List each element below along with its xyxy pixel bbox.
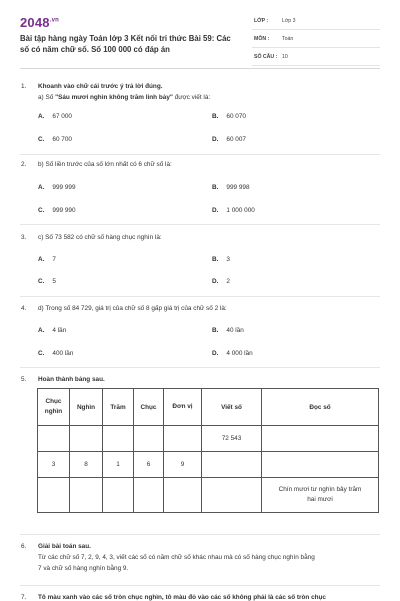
header-divider xyxy=(20,68,380,69)
table-header-cell: Viết số xyxy=(202,389,262,426)
table-cell[interactable] xyxy=(262,452,379,478)
meta-row-subject xyxy=(252,33,380,48)
question-number: 1. xyxy=(21,83,27,90)
table-row xyxy=(38,452,379,478)
table-header-cell: Đơn vị xyxy=(164,389,202,426)
table-cell[interactable] xyxy=(103,478,134,513)
table-cell[interactable] xyxy=(262,426,379,452)
table-cell[interactable] xyxy=(202,478,262,513)
place-value-table xyxy=(37,388,379,513)
meta-value: Toán xyxy=(282,36,294,42)
option-b[interactable]: B. 3 xyxy=(212,256,230,263)
table-cell[interactable] xyxy=(134,426,164,452)
question-number: 2. xyxy=(21,161,27,168)
meta-row-question-count xyxy=(252,51,380,66)
question-instruction: Giải bài toán sau. xyxy=(38,543,91,550)
table-cell[interactable] xyxy=(70,426,103,452)
option-c[interactable]: C. 400 lần xyxy=(38,350,74,357)
table-cell: 3 xyxy=(38,452,70,478)
question-text: d) Trong số 84 729, giá trị của chữ số 8 gấp giá trị của chữ số 2 là: xyxy=(38,305,227,312)
option-d[interactable]: D. 60 007 xyxy=(212,136,246,143)
meta-label: SỐ CÂU : xyxy=(254,54,278,60)
question-divider xyxy=(20,296,380,297)
option-d[interactable]: D. 1 000 000 xyxy=(212,207,255,214)
question-divider xyxy=(20,585,380,586)
question-divider xyxy=(20,534,380,535)
meta-row-grade xyxy=(252,15,380,30)
question-number: 4. xyxy=(21,305,27,312)
question-instruction: Hoàn thành bảng sau. xyxy=(38,376,105,383)
table-header-cell: Trăm xyxy=(103,389,134,426)
question-text: 7 và chữ số hàng nghìn bằng 9. xyxy=(38,565,129,572)
question-divider xyxy=(20,367,380,368)
table-header-cell: Chục xyxy=(134,389,164,426)
question-number: 7. xyxy=(21,594,27,601)
table-cell[interactable] xyxy=(134,478,164,513)
table-cell: 1 xyxy=(103,452,134,478)
option-b[interactable]: B. 999 998 xyxy=(212,184,250,191)
meta-info xyxy=(252,15,380,69)
question-number: 5. xyxy=(21,376,27,383)
table-cell: 6 xyxy=(134,452,164,478)
option-d[interactable]: D. 2 xyxy=(212,278,230,285)
meta-label: MÔN : xyxy=(254,36,270,42)
table-header-cell: Chục nghìn xyxy=(38,389,70,426)
option-b[interactable]: B. 40 lần xyxy=(212,327,244,334)
meta-value: Lớp 3 xyxy=(282,18,296,24)
table-cell[interactable] xyxy=(38,426,70,452)
table-cell[interactable] xyxy=(202,452,262,478)
question-divider xyxy=(20,154,380,155)
question-text: b) Số liền trước của số lớn nhất có 6 chữ số là: xyxy=(38,161,172,168)
table-row xyxy=(38,426,379,452)
question-text: Từ các chữ số 7, 2, 9, 4, 3, viết các số có năm chữ số khác nhau mà có số hàng chục nghìn bằng xyxy=(38,554,315,561)
question-number: 6. xyxy=(21,543,27,550)
meta-label: LỚP : xyxy=(254,18,269,24)
option-a[interactable]: A. 999 999 xyxy=(38,184,76,191)
option-c[interactable]: C. 60 700 xyxy=(38,136,72,143)
table-header-cell: Nghìn xyxy=(70,389,103,426)
table-cell[interactable] xyxy=(103,426,134,452)
question-text: Tô màu xanh vào các số tròn chục nghìn, tô màu đỏ vào các số không phải là các số tròn chục xyxy=(38,594,326,601)
question-number: 3. xyxy=(21,234,27,241)
table-header-cell: Đọc số xyxy=(262,389,379,426)
table-cell[interactable] xyxy=(38,478,70,513)
option-c[interactable]: C. 5 xyxy=(38,278,56,285)
option-a[interactable]: A. 67 000 xyxy=(38,113,72,120)
option-b[interactable]: B. 60 070 xyxy=(212,113,246,120)
table-cell[interactable] xyxy=(164,426,202,452)
option-d[interactable]: D. 4 000 lần xyxy=(212,350,253,357)
question-text: c) Số 73 582 có chữ số hàng chục nghìn là: xyxy=(38,234,162,241)
option-c[interactable]: C. 999 990 xyxy=(38,207,76,214)
table-cell: 8 xyxy=(70,452,103,478)
option-a[interactable]: A. 4 lần xyxy=(38,327,67,334)
table-cell[interactable] xyxy=(164,478,202,513)
option-a[interactable]: A. 7 xyxy=(38,256,56,263)
question-text: a) Số "Sáu mươi nghìn không trăm linh bảy" được viết là: xyxy=(38,94,211,101)
table-cell: 9 xyxy=(164,452,202,478)
question-instruction: Khoanh vào chữ cái trước ý trả lời đúng. xyxy=(38,83,163,90)
site-logo[interactable]: $2048^{.vn}$ xyxy=(20,15,60,30)
meta-value: 10 xyxy=(282,54,288,60)
table-cell[interactable] xyxy=(70,478,103,513)
table-header-row xyxy=(38,389,379,426)
question-divider xyxy=(20,224,380,225)
document-title: Bài tập hàng ngày Toán lớp 3 Kết nối tri thức Bài 59: Các số có năm chữ số. Số 100 000 có đáp án xyxy=(20,34,231,54)
table-cell: 72 543 xyxy=(202,426,262,452)
table-cell: Chín mươi tư nghìn bảy trăm hai mươi xyxy=(262,478,379,513)
table-row xyxy=(38,478,379,513)
